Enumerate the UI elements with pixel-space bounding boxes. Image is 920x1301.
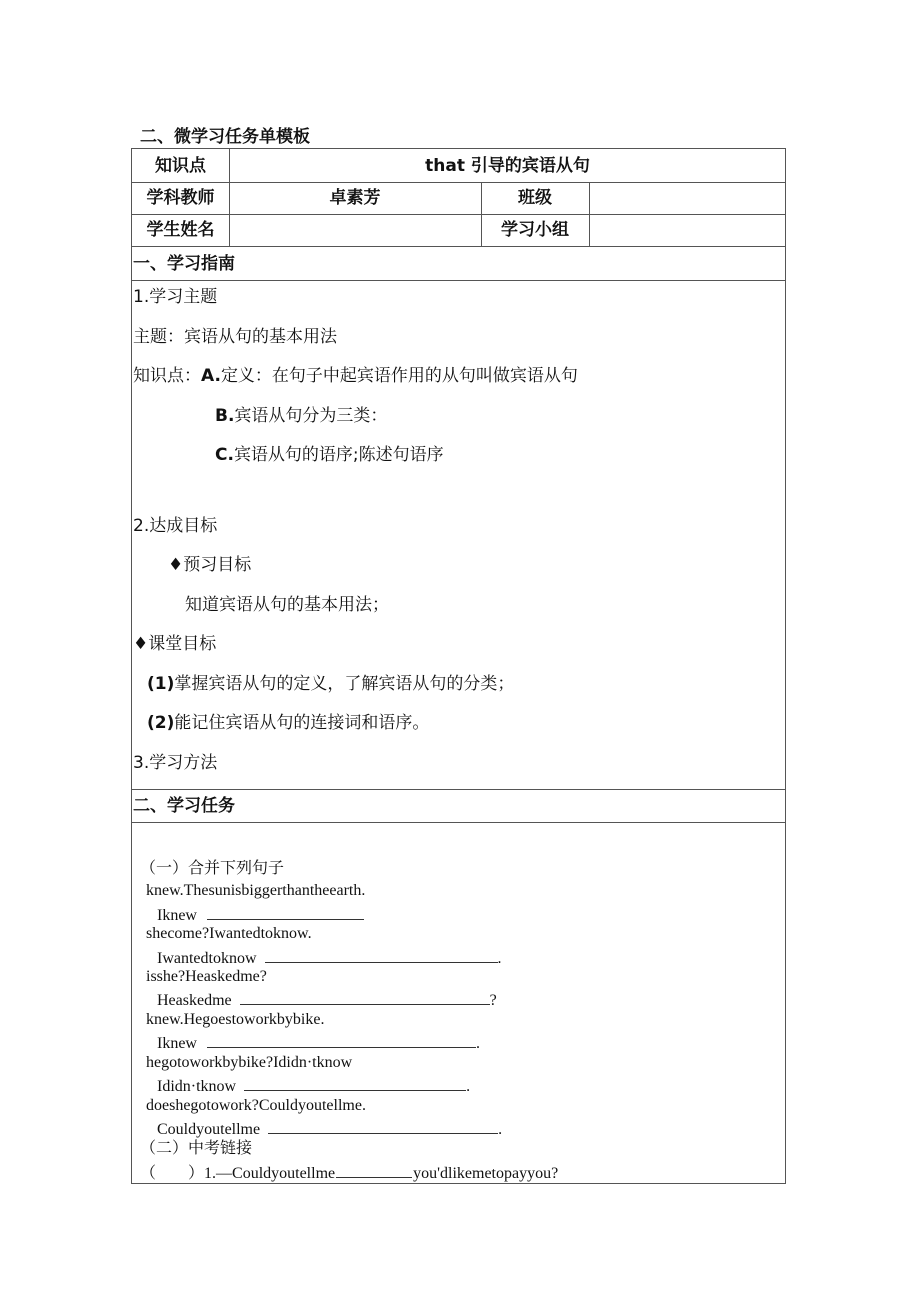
topic-value: that 引导的宾语从句	[425, 156, 590, 176]
point-a-line	[133, 368, 578, 385]
exercise-5-question: hegotoworkbybike?Ididn·tknow	[146, 1054, 353, 1071]
exercise-3-answer	[157, 990, 497, 1009]
theme-prefix: 主题：	[133, 327, 184, 347]
exercise-6-prompt: Couldyoutellme	[157, 1121, 261, 1138]
preview-goal-text: 知道宾语从句的基本用法；	[185, 595, 389, 615]
exercise-6-answer	[157, 1119, 502, 1138]
exercise-6-blank[interactable]	[268, 1119, 498, 1134]
part1-title: （一）合并下列句子	[140, 858, 285, 877]
class-goal-title: ♦课堂目标	[133, 634, 217, 654]
theme-text: 宾语从句的基本用法	[184, 327, 337, 347]
exercise-3-end: ?	[489, 992, 497, 1009]
exercise-6-question: doeshegotowork?Couldyoutellme.	[146, 1097, 366, 1114]
preview-goal-title: ♦预习目标	[168, 555, 252, 575]
exercise-1-prompt: Iknew	[157, 907, 197, 924]
point-a-text: 定义：在句子中起宾语作用的从句叫做宾语从句	[220, 366, 578, 386]
class-goal-1	[147, 676, 514, 693]
question-1-blank[interactable]	[336, 1163, 412, 1178]
exercise-3-blank[interactable]	[240, 990, 490, 1005]
exercise-5-end: .	[466, 1078, 471, 1095]
goal-title: 2.达成目标	[133, 516, 218, 536]
col-divider	[589, 182, 590, 246]
tasks-section-title: 二、学习任务	[133, 796, 235, 816]
exercise-1-answer	[157, 905, 364, 924]
point-c-letter: C.	[215, 445, 234, 465]
exercise-5-blank[interactable]	[244, 1076, 466, 1091]
exercise-5-answer	[157, 1076, 470, 1095]
row-divider	[132, 789, 785, 790]
topic-label: 知识点	[155, 156, 206, 176]
exercise-2-question: shecome?Iwantedtoknow.	[146, 925, 312, 942]
question-1	[140, 1163, 558, 1182]
question-1-rest: you'dlikemetopayyou?	[413, 1165, 559, 1182]
goal-2-text: 能记住宾语从句的连接词和语序。	[174, 713, 430, 733]
teacher-value: 卓素芳	[329, 188, 381, 208]
exercise-4-blank[interactable]	[207, 1033, 476, 1048]
question-1-paren[interactable]: （ ）	[140, 1163, 205, 1182]
exercise-1-question: knew.Thesunisbiggerthantheearth.	[146, 882, 366, 899]
point-b-line	[215, 408, 387, 425]
goal-1-text: 掌握宾语从句的定义，了解宾语从句的分类；	[174, 674, 515, 694]
exercise-3-prompt: Heaskedme	[157, 992, 232, 1009]
class-goal-2	[147, 715, 429, 732]
exercise-4-question: knew.Hegoestoworkbybike.	[146, 1011, 325, 1028]
point-b-text: 宾语从句分为三类：	[234, 406, 388, 426]
theme-title-text: 1.学习主题	[133, 287, 218, 307]
task-sheet-table	[131, 148, 786, 1184]
group-label: 学习小组	[501, 220, 569, 240]
theme-line	[133, 329, 337, 346]
point-a-letter: A.	[201, 366, 221, 386]
exercise-2-prompt: Iwantedtoknow	[157, 950, 257, 967]
question-1-text: 1.—Couldyoutellme	[204, 1165, 336, 1182]
goal-1-number: (1)	[147, 674, 175, 694]
row-divider	[132, 246, 785, 247]
exercise-3-question: isshe?Heaskedme?	[146, 968, 267, 985]
method-title: 3.学习方法	[133, 753, 218, 773]
guide-section-title: 一、学习指南	[133, 254, 235, 274]
goal-2-number: (2)	[147, 713, 175, 733]
point-prefix: 知识点：	[133, 366, 201, 386]
exercise-2-end: .	[497, 950, 502, 967]
part2-title: （二）中考链接	[140, 1138, 253, 1157]
exercise-1-blank[interactable]	[207, 905, 364, 920]
row-divider	[132, 822, 785, 823]
exercise-2-blank[interactable]	[265, 948, 498, 963]
exercise-2-answer	[157, 948, 502, 967]
point-b-letter: B.	[215, 406, 235, 426]
exercise-4-answer	[157, 1033, 480, 1052]
page-heading: 二、微学习任务单模板	[140, 127, 310, 147]
exercise-5-prompt: Ididn·tknow	[157, 1078, 237, 1095]
point-c-text: 宾语从句的语序;陈述句语序	[233, 445, 444, 465]
student-label: 学生姓名	[146, 220, 215, 240]
exercise-4-end: .	[475, 1035, 480, 1052]
teacher-label: 学科教师	[146, 188, 215, 208]
theme-title	[133, 289, 217, 306]
row-divider	[132, 280, 785, 281]
exercise-6-end: .	[498, 1121, 503, 1138]
exercise-4-prompt: Iknew	[157, 1035, 197, 1052]
class-label: 班级	[518, 188, 552, 208]
point-c-line	[215, 447, 444, 464]
